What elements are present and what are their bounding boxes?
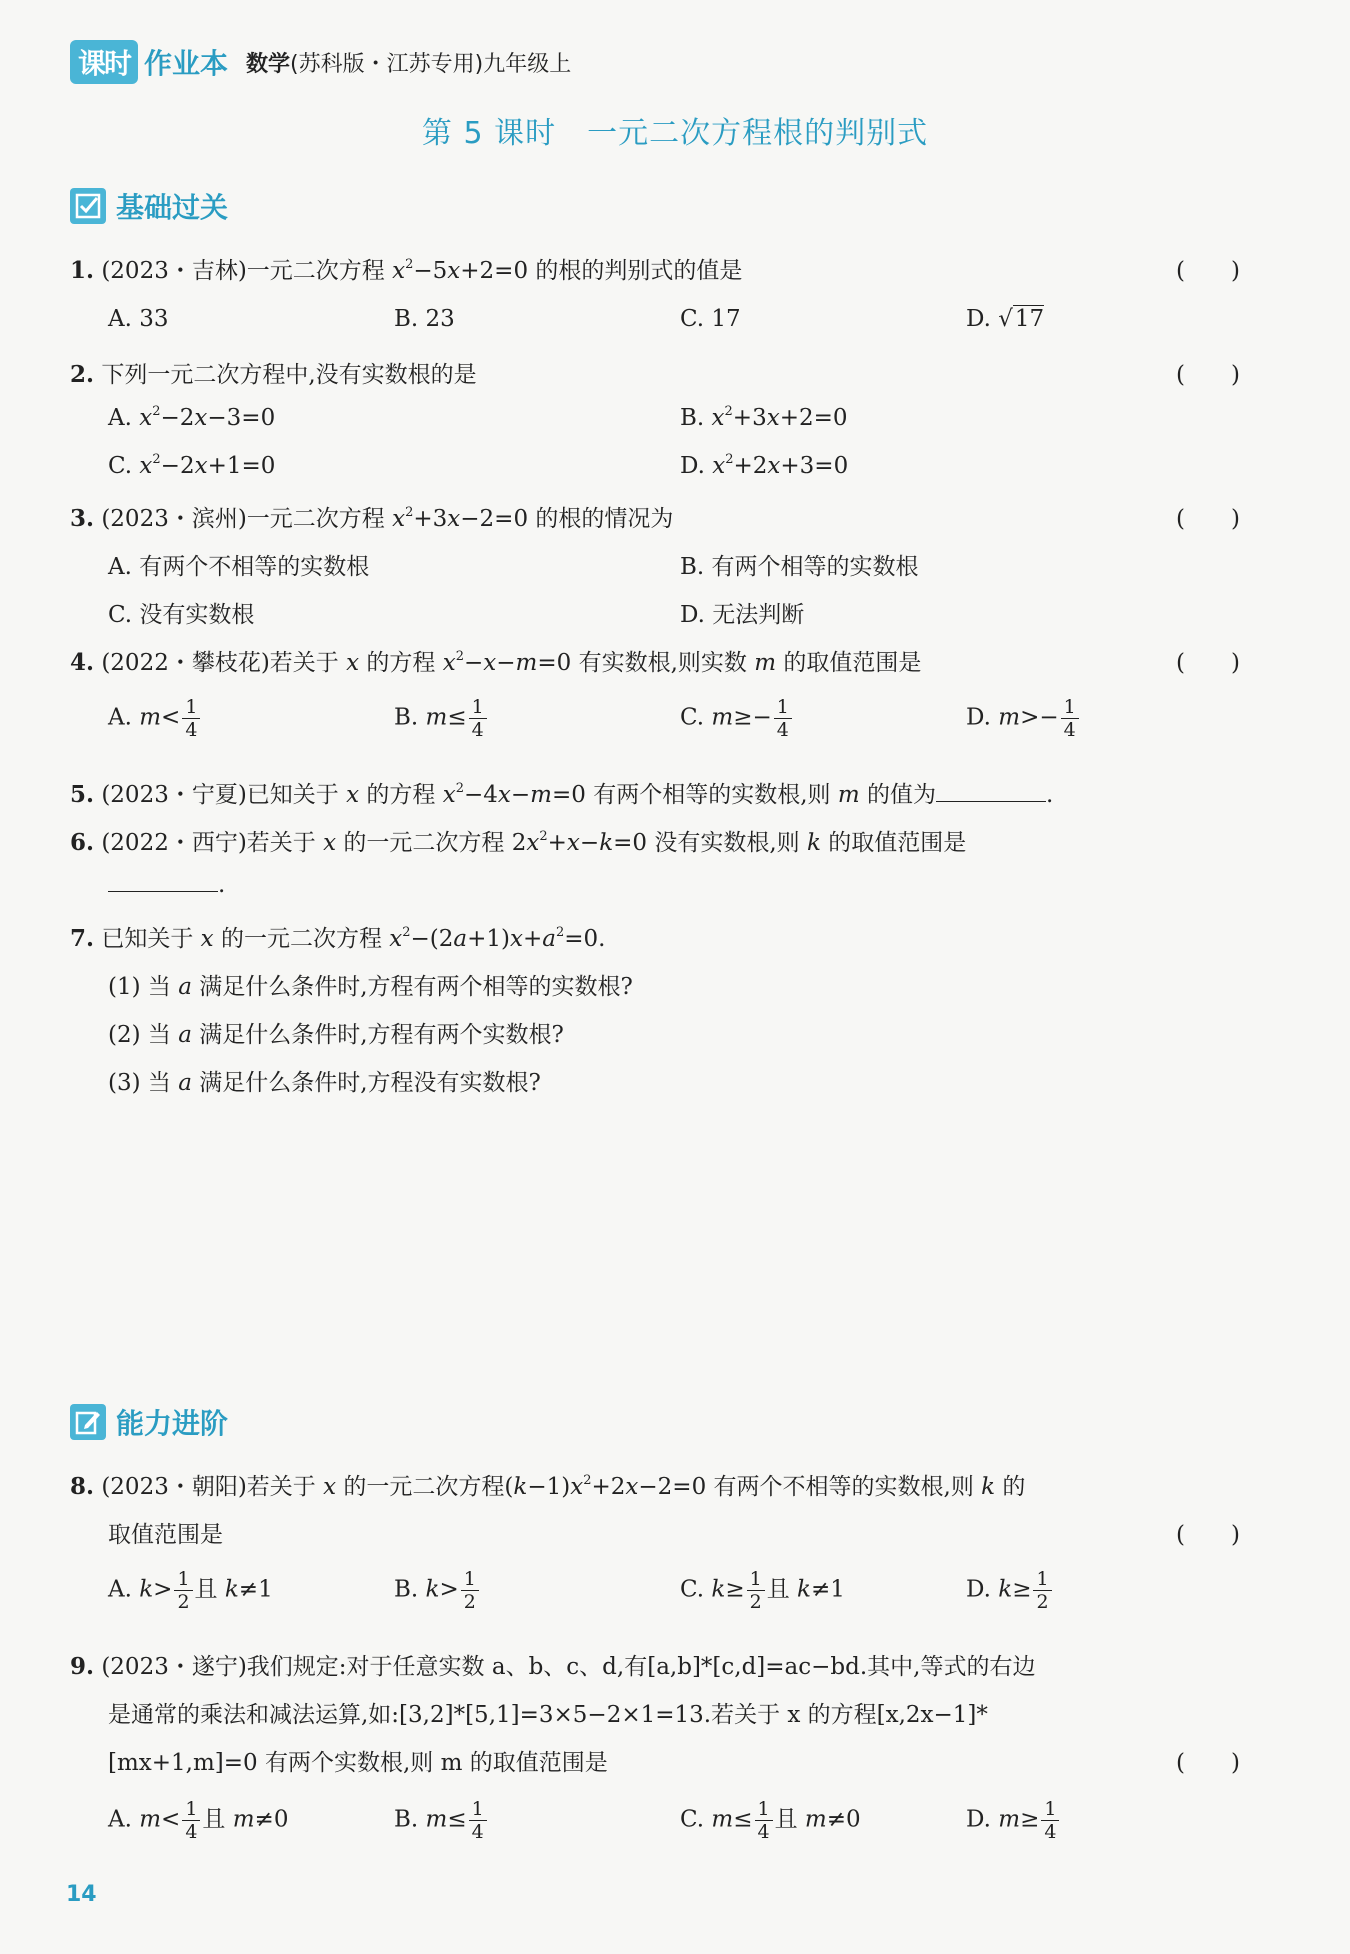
header bbox=[70, 42, 571, 82]
q4-option-b: B. m≤ $\frac{1}{4}$ bbox=[394, 696, 489, 741]
q7-sub-3: (3) 当 a 满足什么条件时,方程没有实数根? bbox=[108, 1070, 541, 1096]
pencil-icon bbox=[70, 1404, 106, 1440]
q8-line-2: 取值范围是 bbox=[108, 1522, 223, 1548]
answer-paren-1[interactable]: ( ) bbox=[1176, 258, 1240, 284]
q3-option-d: D. 无法判断 bbox=[680, 602, 805, 628]
question-8: 8. (2023・朝阳)若关于 x 的一元二次方程$(k-1)x^2+2x-2=0$ 有两个不相等的实数根,则 k 的 bbox=[70, 1473, 1026, 1500]
question-9: 9. (2023・遂宁)我们规定:对于任意实数 a、b、c、d,有[a,b]*[c,d]=ac−bd.其中,等式的右边 bbox=[70, 1653, 1036, 1680]
q3-option-a: A. 有两个不相等的实数根 bbox=[108, 554, 370, 580]
q8-option-b: B. k> $\frac{1}{2}$ bbox=[394, 1568, 481, 1613]
q9-option-d: D. m≥ $\frac{1}{4}$ bbox=[966, 1798, 1061, 1843]
q4-option-d: D. m>− $\frac{1}{4}$ bbox=[966, 696, 1081, 741]
q3-option-b: B. 有两个相等的实数根 bbox=[680, 554, 919, 580]
answer-blank-6[interactable] bbox=[108, 891, 218, 892]
section-basic: 基础过关 bbox=[70, 186, 228, 226]
brand-badge: 课时 bbox=[70, 40, 138, 84]
q1-option-b: B. 23 bbox=[394, 306, 455, 332]
q4-option-a: A. m< $\frac{1}{4}$ bbox=[108, 696, 202, 741]
answer-line-6: . bbox=[108, 872, 225, 898]
brand-text: 作业本 bbox=[144, 47, 229, 80]
answer-paren-2[interactable]: ( ) bbox=[1176, 362, 1240, 388]
page-number: 14 bbox=[66, 1882, 97, 1907]
q3-option-c: C. 没有实数根 bbox=[108, 602, 255, 628]
answer-blank-5[interactable] bbox=[936, 801, 1046, 802]
q2-option-d: D. $x^2+2x+3=0$ bbox=[680, 452, 849, 479]
q4-option-c: C. m≥− $\frac{1}{4}$ bbox=[680, 696, 794, 741]
question-2: 2. 下列一元二次方程中,没有实数根的是 bbox=[70, 361, 477, 388]
answer-paren-8[interactable]: ( ) bbox=[1176, 1522, 1240, 1548]
q1-option-d: D. √17 bbox=[966, 306, 1045, 332]
question-7: 7. 已知关于 x 的一元二次方程 $x^2-(2a+1)x+a^2=0$. bbox=[70, 925, 606, 952]
q9-option-a: A. m< $\frac{1}{4}$ 且 m≠0 bbox=[108, 1798, 289, 1843]
q8-option-c: C. k≥ $\frac{1}{2}$ 且 k≠1 bbox=[680, 1568, 845, 1613]
q9-option-b: B. m≤ $\frac{1}{4}$ bbox=[394, 1798, 489, 1843]
q9-line-3: [mx+1,m]=0 有两个实数根,则 m 的取值范围是 bbox=[108, 1750, 608, 1776]
subject-label: 数学(苏科版・江苏专用)九年级上 bbox=[246, 51, 572, 77]
q2-option-c: C. $x^2-2x+1=0$ bbox=[108, 452, 276, 479]
question-3: 3. (2023・滨州)一元二次方程 $x^2+3x-2=0$ 的根的情况为 bbox=[70, 505, 674, 532]
question-5: 5. (2023・宁夏)已知关于 x 的方程 $x^2-4x-m=0$ 有两个相等的实数根,则 m 的值为 . bbox=[70, 781, 1054, 808]
answer-paren-4[interactable]: ( ) bbox=[1176, 650, 1240, 676]
answer-paren-9[interactable]: ( ) bbox=[1176, 1750, 1240, 1776]
q2-option-b: B. $x^2+3x+2=0$ bbox=[680, 404, 848, 431]
q7-sub-1: (1) 当 a 满足什么条件时,方程有两个相等的实数根? bbox=[108, 974, 633, 1000]
q8-option-d: D. k≥ $\frac{1}{2}$ bbox=[966, 1568, 1054, 1613]
answer-paren-3[interactable]: ( ) bbox=[1176, 506, 1240, 532]
q9-line-2: 是通常的乘法和减法运算,如:[3,2]*[5,1]=3×5−2×1=13.若关于 x 的方程[x,2x−1]* bbox=[108, 1702, 988, 1728]
q7-sub-2: (2) 当 a 满足什么条件时,方程有两个实数根? bbox=[108, 1022, 564, 1048]
section-advanced: 能力进阶 bbox=[70, 1402, 228, 1442]
lesson-title: 第 5 课时 一元二次方程根的判别式 bbox=[421, 116, 929, 151]
question-4: 4. (2022・攀枝花)若关于 x 的方程 $x^2-x-m=0$ 有实数根,则实数 m 的取值范围是 bbox=[70, 649, 922, 676]
q2-option-a: A. $x^2-2x-3=0$ bbox=[108, 404, 276, 431]
q9-option-c: C. m≤ $\frac{1}{4}$ 且 m≠0 bbox=[680, 1798, 861, 1843]
q1-option-a: A. 33 bbox=[108, 306, 169, 332]
checkbox-icon bbox=[70, 188, 106, 224]
q1-option-c: C. 17 bbox=[680, 306, 741, 332]
question-6: 6. (2022・西宁)若关于 x 的一元二次方程 $2x^2+x-k=0$ 没有实数根,则 k 的取值范围是 bbox=[70, 829, 967, 856]
q8-option-a: A. k> $\frac{1}{2}$ 且 k≠1 bbox=[108, 1568, 273, 1613]
question-1: 1. (2023・吉林)一元二次方程 $x^2-5x+2=0$ 的根的判别式的值是 bbox=[70, 257, 743, 284]
